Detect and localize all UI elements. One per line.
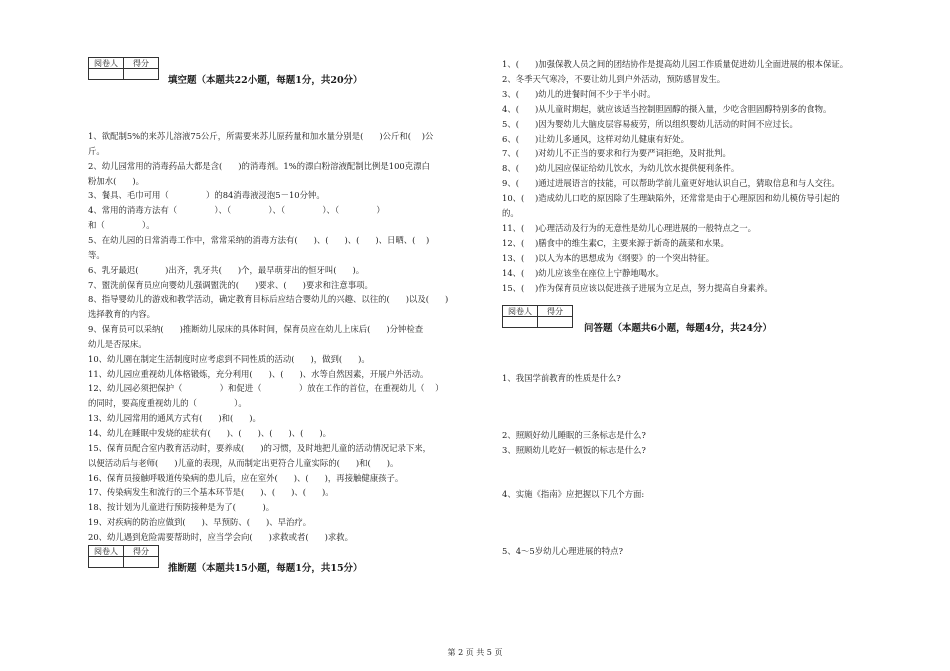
reviewer-label: 阅卷人 [89,58,124,69]
reviewer-label: 阅卷人 [89,546,124,557]
question-line: 5、在幼儿园的日常消毒工作中，常常采纳的消毒方法有( )、( )、( )、日晒、( ) [88,234,430,245]
judgment-title: 推断题（本题共15小题，每题1分，共15分） [168,563,363,574]
question-line: 6、( )让幼儿多通风，这样对幼儿健康有好处。 [502,133,689,144]
question-line: 8、( )幼儿园应保证给幼儿饮水，为幼儿饮水提供便利条件。 [502,163,740,174]
question-line: 幼儿是否尿床。 [88,338,147,349]
essay-question: 2、照顾好幼儿睡眠的三条标志是什么? [502,430,646,440]
question-line: 13、幼儿园常用的通风方式有( )和( )。 [88,413,261,424]
question-line: 6、乳牙最迟( )出齐，乳牙共( )个，最早萌芽出的恒牙叫( )。 [88,264,365,275]
question-line: 的同时，要高度重视幼儿的（ ）。 [88,398,247,409]
question-line: 等。 [88,249,105,260]
question-line: 1、欲配制5%的来苏儿溶液75公斤，所需要来苏儿原药量和加水量分别是( )公斤和( )公 [88,131,434,141]
question-line: 以便活动后与老师( )儿童的表现，从而制定出更符合儿童实际的( )和( )。 [88,457,399,468]
question-line: 斤。 [88,145,105,156]
question-line: 7、( )对幼儿不正当的要求和行为要严词拒绝，及时批判。 [502,148,731,159]
question-line: 15、( )作为保育员应该以促进孩子进展为立足点，努力提高自身素养。 [502,282,773,293]
question-line: 的。 [502,208,519,218]
score-label: 得分 [538,306,573,317]
question-line: 19、对疾病的防治应做到( )、早预防、( )、早治疗。 [88,517,312,528]
question-line: 4、( )从儿童时期起，就应该适当控制胆固醇的摄入量，少吃含胆固醇特别多的食物。 [502,103,832,114]
reviewer-cell [89,69,124,80]
question-line: 10、幼儿園在制定生活制度时应考虑到不同性质的活动( )，做到( )。 [88,353,370,364]
essay-question: 1、我国学前教育的性质是什么? [502,373,621,383]
question-line: 16、保育员接触呼吸道传染病的患儿后，应在室外( )、( )，再接触健康孩子。 [88,472,404,483]
question-line: 11、( )心理活动及行为的无意性是幼儿心理进展的一般特点之一。 [502,222,756,233]
question-line: 14、幼儿在睡眠中发烧的症状有( )、( )、( )、( )。 [88,428,332,438]
score-box-fill-blank [88,57,159,80]
page-footer: 第 2 页 共 5 页 [447,648,503,657]
question-line: 选择教育的内容。 [88,309,155,320]
essay-question: 3、照顾幼儿吃好一顿饭的标志是什么? [502,445,646,455]
score-cell [124,69,159,80]
fill-blank-title: 填空题（本题共22小题，每题1分，共20分） [168,75,363,86]
question-line: 15、保育员配合室内教育活动时，要养成( )的习惯，及时地把儿童的活动情况记录下来， [88,442,432,453]
question-line: 9、保育员可以采纳( )推断幼儿尿床的具体时间，保育员应在幼儿上床后( )分钟检查 [88,324,424,335]
question-line: 5、( )因为婴幼儿大脑皮层容易疲劳，所以组织婴幼儿活动的时间不应过长。 [502,118,798,129]
question-line: 2、幼儿园常用的消毒药品大都是含( )的消毒剂。1%的漂白粉溶液配制比例是100克漂白 [88,160,430,171]
question-line: 8、指导婴幼儿的游戏和教学活动，确定教育目标后应结合婴幼儿的兴趣、以往的( )以及( ) [88,294,449,305]
question-line: 4、常用的消毒方法有（ ）、（ ）、（ ）、（ ） [88,205,385,216]
question-line: 14、( )幼儿应该坐在座位上宁静地喝水。 [502,267,664,278]
question-line: 20、幼儿遇到危险需要帮助时，应当学会向( )求救或者( )求救。 [88,531,354,542]
question-line: 10、( )造成幼儿口吃的原因除了生理缺陷外，还常常是由于心理原因和幼儿模仿导引起的 [502,193,840,204]
question-line: 和（ ）。 [88,220,155,231]
question-line: 17、传染病发生和流行的三个基本环节是( )、( )、( )。 [88,487,334,498]
score-cell [124,557,159,568]
question-line: 9、( )通过进展语言的技能，可以帮助学前儿童更好地认识自己，猜取信息和与人交往。 [502,178,840,189]
essay-question: 5、4～5岁幼儿心理进展的特点? [502,546,623,556]
question-line: 11、幼儿园应重视幼儿体格锻炼，充分利用( )、( )、水等自然因素，开展户外活动。 [88,368,429,379]
score-cell [538,317,573,328]
question-line: 12、( )膳食中的维生素C，主要来源于新奇的蔬菜和水果。 [502,237,729,248]
question-line: 1、( )加强保教人员之间的团结协作是提高幼儿园工作质量促进幼儿全面进展的根本保证。 [502,59,849,69]
score-box-essay [502,305,573,328]
essay-question: 4、实施《指南》应把握以下几个方面: [502,489,645,499]
reviewer-cell [503,317,538,328]
question-line: 2、冬季天气寒冷，不要让幼儿到户外活动，预防感冒发生。 [502,73,726,84]
question-line: 3、( )幼儿的进餐时间不少于半小时。 [502,88,656,99]
score-label: 得分 [124,58,159,69]
question-line: 粉加水( )。 [88,175,145,186]
question-line: 13、( )以人为本的思想成为《纲要》的一个突出特征。 [502,252,715,263]
reviewer-cell [89,557,124,568]
reviewer-label: 阅卷人 [503,306,538,317]
question-line: 7、盥洗前保育员应向婴幼儿强调盥洗的( )要求、( )要求和注意事项。 [88,279,373,290]
question-line: 12、幼儿园必须把保护（ ）和促进（ ）放在工作的首位，在重视幼儿（ ） [88,383,444,394]
score-box-judgment [88,545,159,568]
question-line: 18、按计划为儿童进行预防接种是为了( )。 [88,502,275,513]
score-label: 得分 [124,546,159,557]
question-line: 3、餐具、毛巾可用（ ）的84消毒液浸泡5－10分钟。 [88,190,325,201]
essay-title: 问答题（本题共6小题，每题4分，共24分） [584,323,772,334]
